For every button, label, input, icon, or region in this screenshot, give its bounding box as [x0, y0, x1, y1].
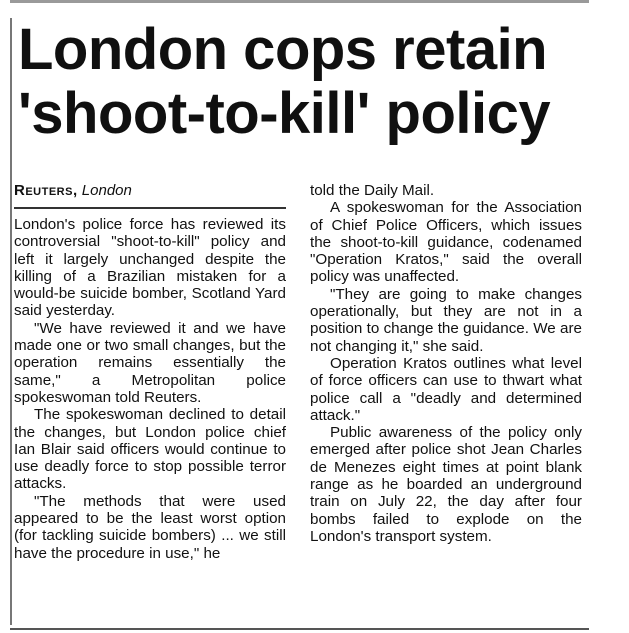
- headline: [18, 18, 618, 146]
- headline-line-2: 'shoot-to-kill' policy: [18, 81, 551, 146]
- headline-line-1: London cops retain: [18, 17, 548, 82]
- paragraph: told the Daily Mail.: [310, 182, 435, 199]
- byline-location: London: [81, 182, 132, 199]
- byline: [14, 182, 286, 200]
- paragraph: "We have reviewed it and we have made one or two small changes, but the operation remains essentially the same," a Metropolitan police spokeswoman told Reuters.: [14, 319, 286, 406]
- paragraph: Operation Kratos outlines what level of force officers can use to thwart what police call a "deadly and determined attack.": [310, 354, 582, 424]
- paragraph: Public awareness of the policy only emerged after police shot Jean Charles de Menezes eight times at point blank range as he boarded an underground train on July 22, the day after four bombs failed to explode on the London's transport system.: [310, 424, 582, 545]
- left-column-rule: [10, 18, 12, 625]
- paragraph: The spokeswoman declined to detail the changes, but London police chief Ian Blair said officers would continue to use deadly force to stop possible terror attacks.: [14, 406, 286, 493]
- paragraph: A spokeswoman for the Association of Chief Police Officers, which issues the shoot-to-kill guidance, codenamed "Operation Kratos," said the overall policy was unaffected.: [310, 199, 582, 286]
- paragraph: London's police force has reviewed its controversial "shoot-to-kill" policy and left it largely unchanged despite the killing of a Brazilian mistaken for a would-be suicide bomber, Scotland Yard said yesterday.: [14, 216, 286, 320]
- byline-rule: [14, 207, 286, 209]
- byline-agency: Reuters,: [14, 182, 78, 199]
- bottom-rule: [10, 628, 589, 630]
- article-column-left: [14, 182, 286, 562]
- paragraph: "The methods that were used appeared to be the least worst option (for tackling suicide bombers) ... we still have the procedure in use," he: [14, 492, 286, 562]
- paragraph: "They are going to make changes operationally, but they are not in a position to change the guidance. We are not changing it," she said.: [310, 285, 582, 355]
- top-rule: [10, 0, 589, 3]
- article-column-right: [310, 182, 582, 545]
